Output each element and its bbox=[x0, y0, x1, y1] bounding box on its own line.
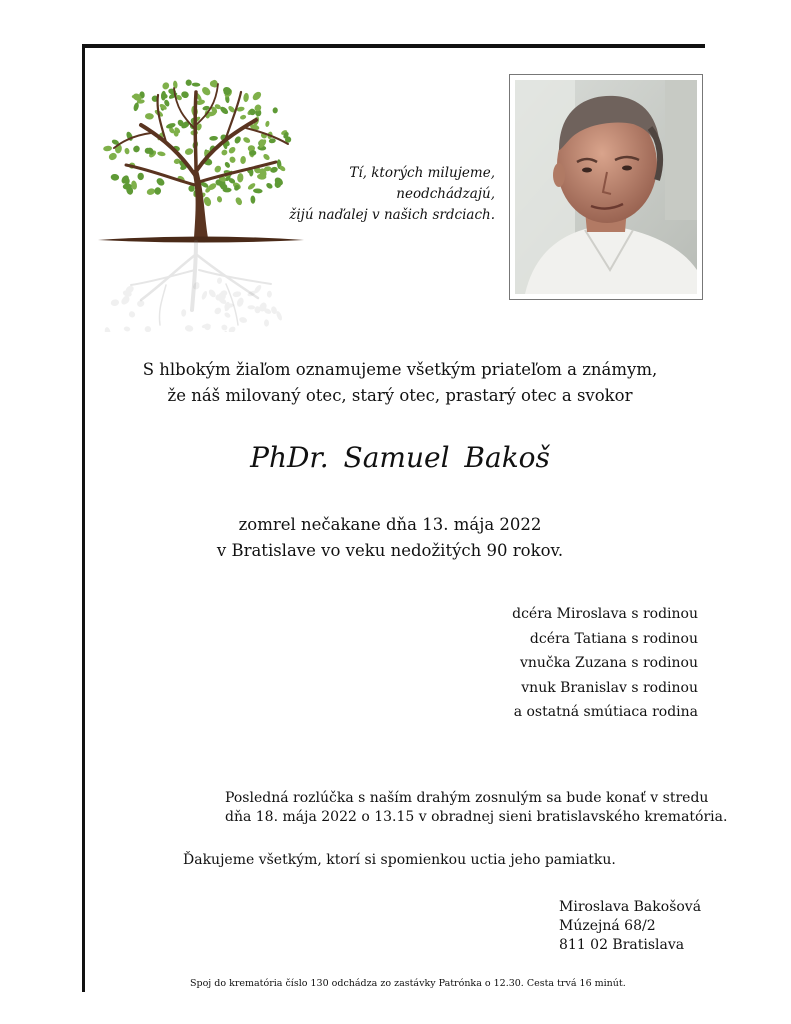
address-line: 811 02 Bratislava bbox=[559, 937, 685, 953]
frame-top-rule bbox=[82, 44, 705, 48]
mourner-item: vnuk Branislav s rodinou bbox=[521, 679, 698, 696]
frame-left-rule bbox=[82, 44, 85, 992]
address-line: Miroslava Bakošová bbox=[559, 899, 702, 915]
mourner-item: vnučka Zuzana s rodinou bbox=[519, 655, 698, 671]
farewell-line: dňa 18. mája 2022 o 13.15 v obradnej sieni bratislavského krematória. bbox=[225, 809, 728, 825]
intro-line: že náš milovaný otec, starý otec, prastarý otec a svokor bbox=[167, 386, 633, 405]
mourner-item: dcéra Miroslava s rodinou bbox=[512, 606, 698, 622]
deceased-name: PhDr. Samuel Bakoš bbox=[250, 441, 550, 474]
motto-line: Tí, ktorých milujeme, bbox=[349, 165, 495, 181]
farewell-notice bbox=[225, 789, 728, 827]
thanks-text: Ďakujeme všetkým, ktorí si spomienkou uctia jeho pamiatku. bbox=[183, 852, 616, 868]
intro-line: S hlbokým žiaľom oznamujeme všetkým priateľom a známym, bbox=[142, 360, 658, 379]
portrait-photo bbox=[509, 74, 703, 300]
mourner-item: a ostatná smútiaca rodina bbox=[513, 704, 698, 720]
farewell-line: Posledná rozlúčka s naším drahým zosnulým sa bude konať v stredu bbox=[225, 790, 709, 806]
mourners-list bbox=[440, 602, 698, 725]
address-line: Múzejná 68/2 bbox=[559, 918, 656, 934]
death-notice bbox=[160, 512, 620, 564]
motto-quote bbox=[240, 163, 495, 226]
announcement-intro bbox=[100, 357, 700, 409]
death-line: zomrel nečakane dňa 13. mája 2022 bbox=[238, 515, 542, 534]
transport-footnote: Spoj do krematória číslo 130 odchádza zo zastávky Patrónka o 12.30. Cesta trvá 16 minút. bbox=[190, 978, 626, 989]
mourner-item: dcéra Tatiana s rodinou bbox=[529, 630, 698, 647]
motto-line: žijú naďalej v našich srdciach. bbox=[289, 207, 495, 223]
death-line: v Bratislave vo veku nedožitých 90 rokov. bbox=[216, 541, 564, 560]
contact-address bbox=[559, 898, 719, 955]
motto-line: neodchádzajú, bbox=[396, 186, 495, 202]
